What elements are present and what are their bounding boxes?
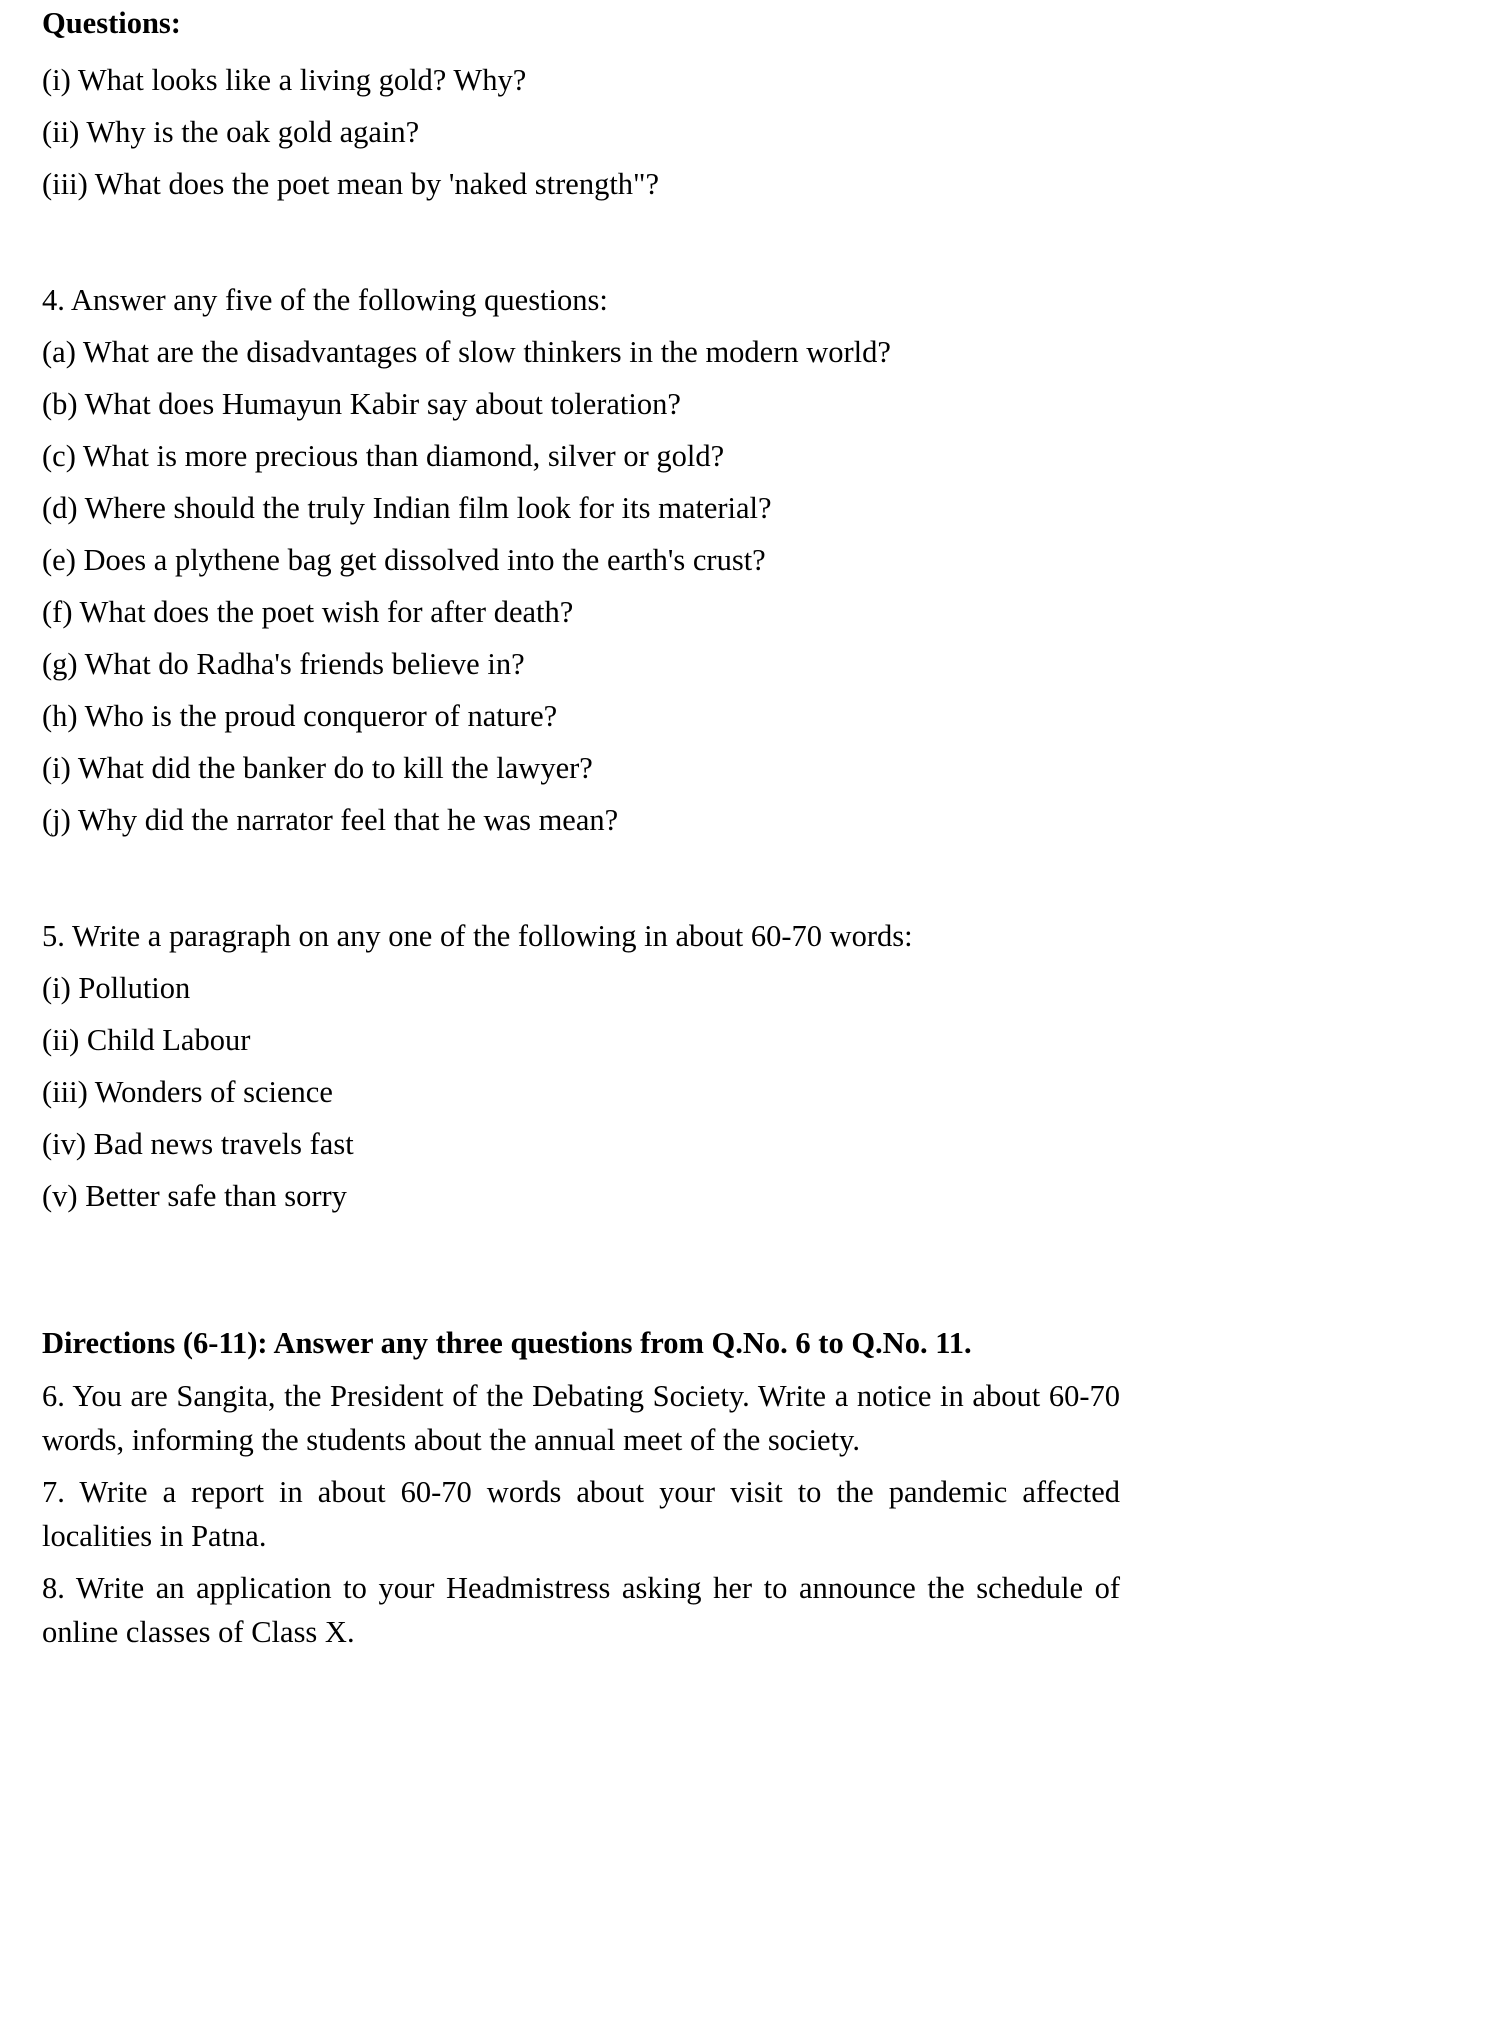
question-8-text: 8. Write an application to your Headmistress asking her to announce the schedule of online classes of Class X. [42,1571,1120,1649]
list-item: (v) Better safe than sorry [42,1179,347,1213]
questions-list [42,54,1463,210]
spacer [42,1286,1463,1320]
question-6-text: 6. You are Sangita, the President of the Debating Society. Write a notice in about 60-70 words, informing the students about the annual meet of the society. [42,1379,1120,1457]
spacer [42,210,1463,274]
questions-heading: Questions: [42,6,181,40]
list-item: (i) What did the banker do to kill the lawyer? [42,751,593,785]
list-item: (c) What is more precious than diamond, silver or gold? [42,439,725,473]
spacer [42,1366,1463,1374]
list-item: (b) What does Humayun Kabir say about toleration? [42,387,681,421]
list-item: (i) Pollution [42,971,191,1005]
list-item: (g) What do Radha's friends believe in? [42,647,525,681]
list-item: (iii) Wonders of science [42,1075,333,1109]
list-item: (f) What does the poet wish for after death? [42,595,574,629]
question-4-list [42,326,1463,846]
list-item: (d) Where should the truly Indian film look for its material? [42,491,772,525]
spacer [42,846,1463,910]
list-item: (e) Does a plythene bag get dissolved into the earth's crust? [42,543,766,577]
spacer [42,1558,1463,1566]
question-5-stem: 5. Write a paragraph on any one of the following in about 60-70 words: [42,919,913,953]
document-body [42,0,1463,1654]
question-5-list [42,962,1463,1222]
question-4-stem: 4. Answer any five of the following questions: [42,283,608,317]
list-item: (iii) What does the poet mean by 'naked strength"? [42,167,660,201]
list-item: (ii) Why is the oak gold again? [42,115,420,149]
spacer [42,1462,1463,1470]
list-item: (j) Why did the narrator feel that he was mean? [42,803,619,837]
list-item: (i) What looks like a living gold? Why? [42,63,527,97]
list-item: (iv) Bad news travels fast [42,1127,354,1161]
question-7-text: 7. Write a report in about 60-70 words about your visit to the pandemic affected localities in Patna. [42,1475,1120,1553]
list-item: (a) What are the disadvantages of slow thinkers in the modern world? [42,335,891,369]
spacer [42,1222,1463,1286]
list-item: (h) Who is the proud conqueror of nature? [42,699,558,733]
spacer [42,46,1463,54]
directions-heading: Directions (6-11): Answer any three questions from Q.No. 6 to Q.No. 11. [42,1326,972,1360]
list-item: (ii) Child Labour [42,1023,251,1057]
